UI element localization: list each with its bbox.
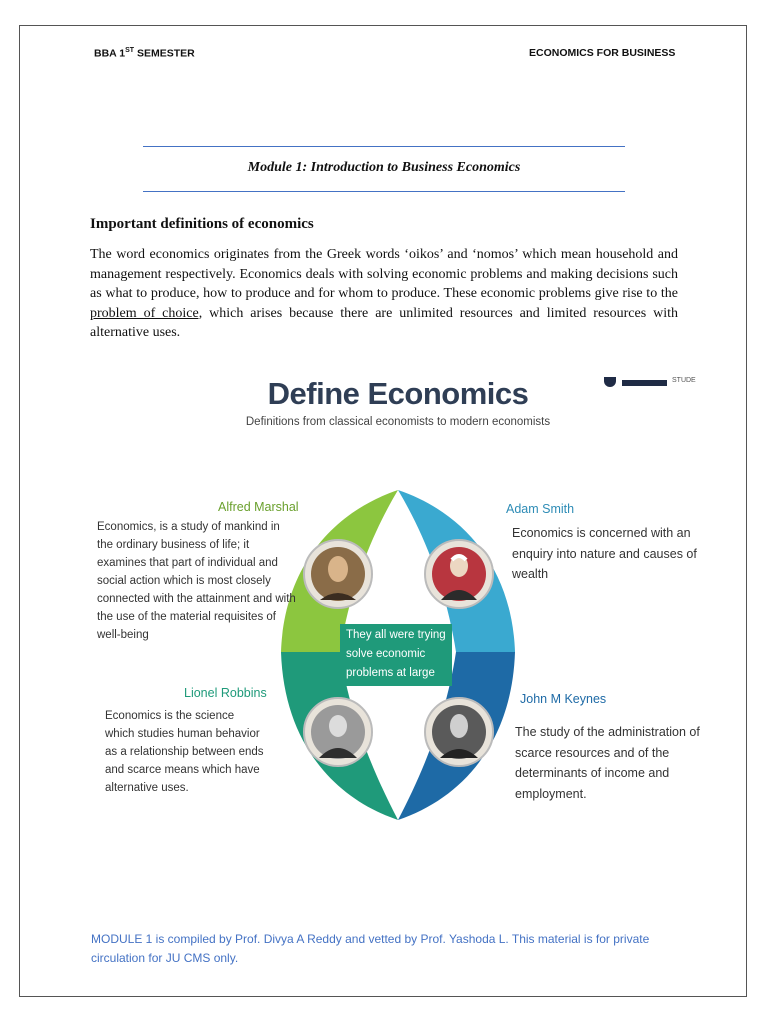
portrait-lionel-robbins: [304, 698, 372, 766]
footer-note: MODULE 1 is compiled by Prof. Divya A Reddy and vetted by Prof. Yashoda L. This material is for private circulation for JU CMS only.: [91, 932, 650, 965]
define-economics-infographic: [88, 362, 708, 832]
intro-paragraph: The word economics originates from the Greek words ‘oikos’ and ‘nomos’ which mean household and management respectively. Economics deals with solving economic problems and making decisions such as what to produce, how to produce and for whom to produce. These economic problems give rise to the problem of choice, which arises because there are unlimited resources and limited resources with alternative uses.: [90, 247, 678, 340]
title-rule-bottom: [143, 191, 625, 192]
center-message-box: They all were trying solve economic problems at large: [340, 624, 452, 686]
portrait-john-m-keynes: [425, 698, 493, 766]
economist-definition-marshal: Economics, is a study of mankind in the ordinary business of life; it examines that part of individual and social action which is most closely connected with the attainment and with the use of the material requisites of well-being: [97, 521, 296, 641]
economist-definition-smith: Economics is concerned with an enquiry into nature and causes of wealth: [512, 526, 697, 581]
economist-name-marshal: Alfred Marshal: [218, 500, 299, 514]
economist-definition-robbins: Economics is the science which studies human behavior as a relationship between ends and scarce means which have alternative uses.: [105, 710, 264, 794]
publisher-logo: STUDE: [604, 375, 694, 391]
problem-of-choice-text: problem of choice,: [90, 305, 203, 321]
section-heading: Important definitions of economics: [90, 216, 314, 232]
economist-definition-keynes: The study of the administration of scarce resources and of the determinants of income and employment.: [515, 725, 700, 801]
economist-name-robbins: Lionel Robbins: [184, 686, 267, 700]
portrait-alfred-marshal: [304, 540, 372, 608]
header-subject: ECONOMICS FOR BUSINESS: [529, 47, 676, 59]
economist-name-keynes: John M Keynes: [520, 692, 607, 706]
header-course: BBA 1ST SEMESTER: [94, 47, 195, 60]
economist-name-smith: Adam Smith: [506, 502, 575, 516]
infographic-subtitle: Definitions from classical economists to modern economists: [245, 416, 551, 428]
title-rule-top: [143, 146, 625, 147]
module-title: Module 1: Introduction to Business Economics: [247, 160, 521, 175]
infographic-title: Define Economics: [267, 376, 529, 411]
portrait-adam-smith: [425, 540, 493, 608]
